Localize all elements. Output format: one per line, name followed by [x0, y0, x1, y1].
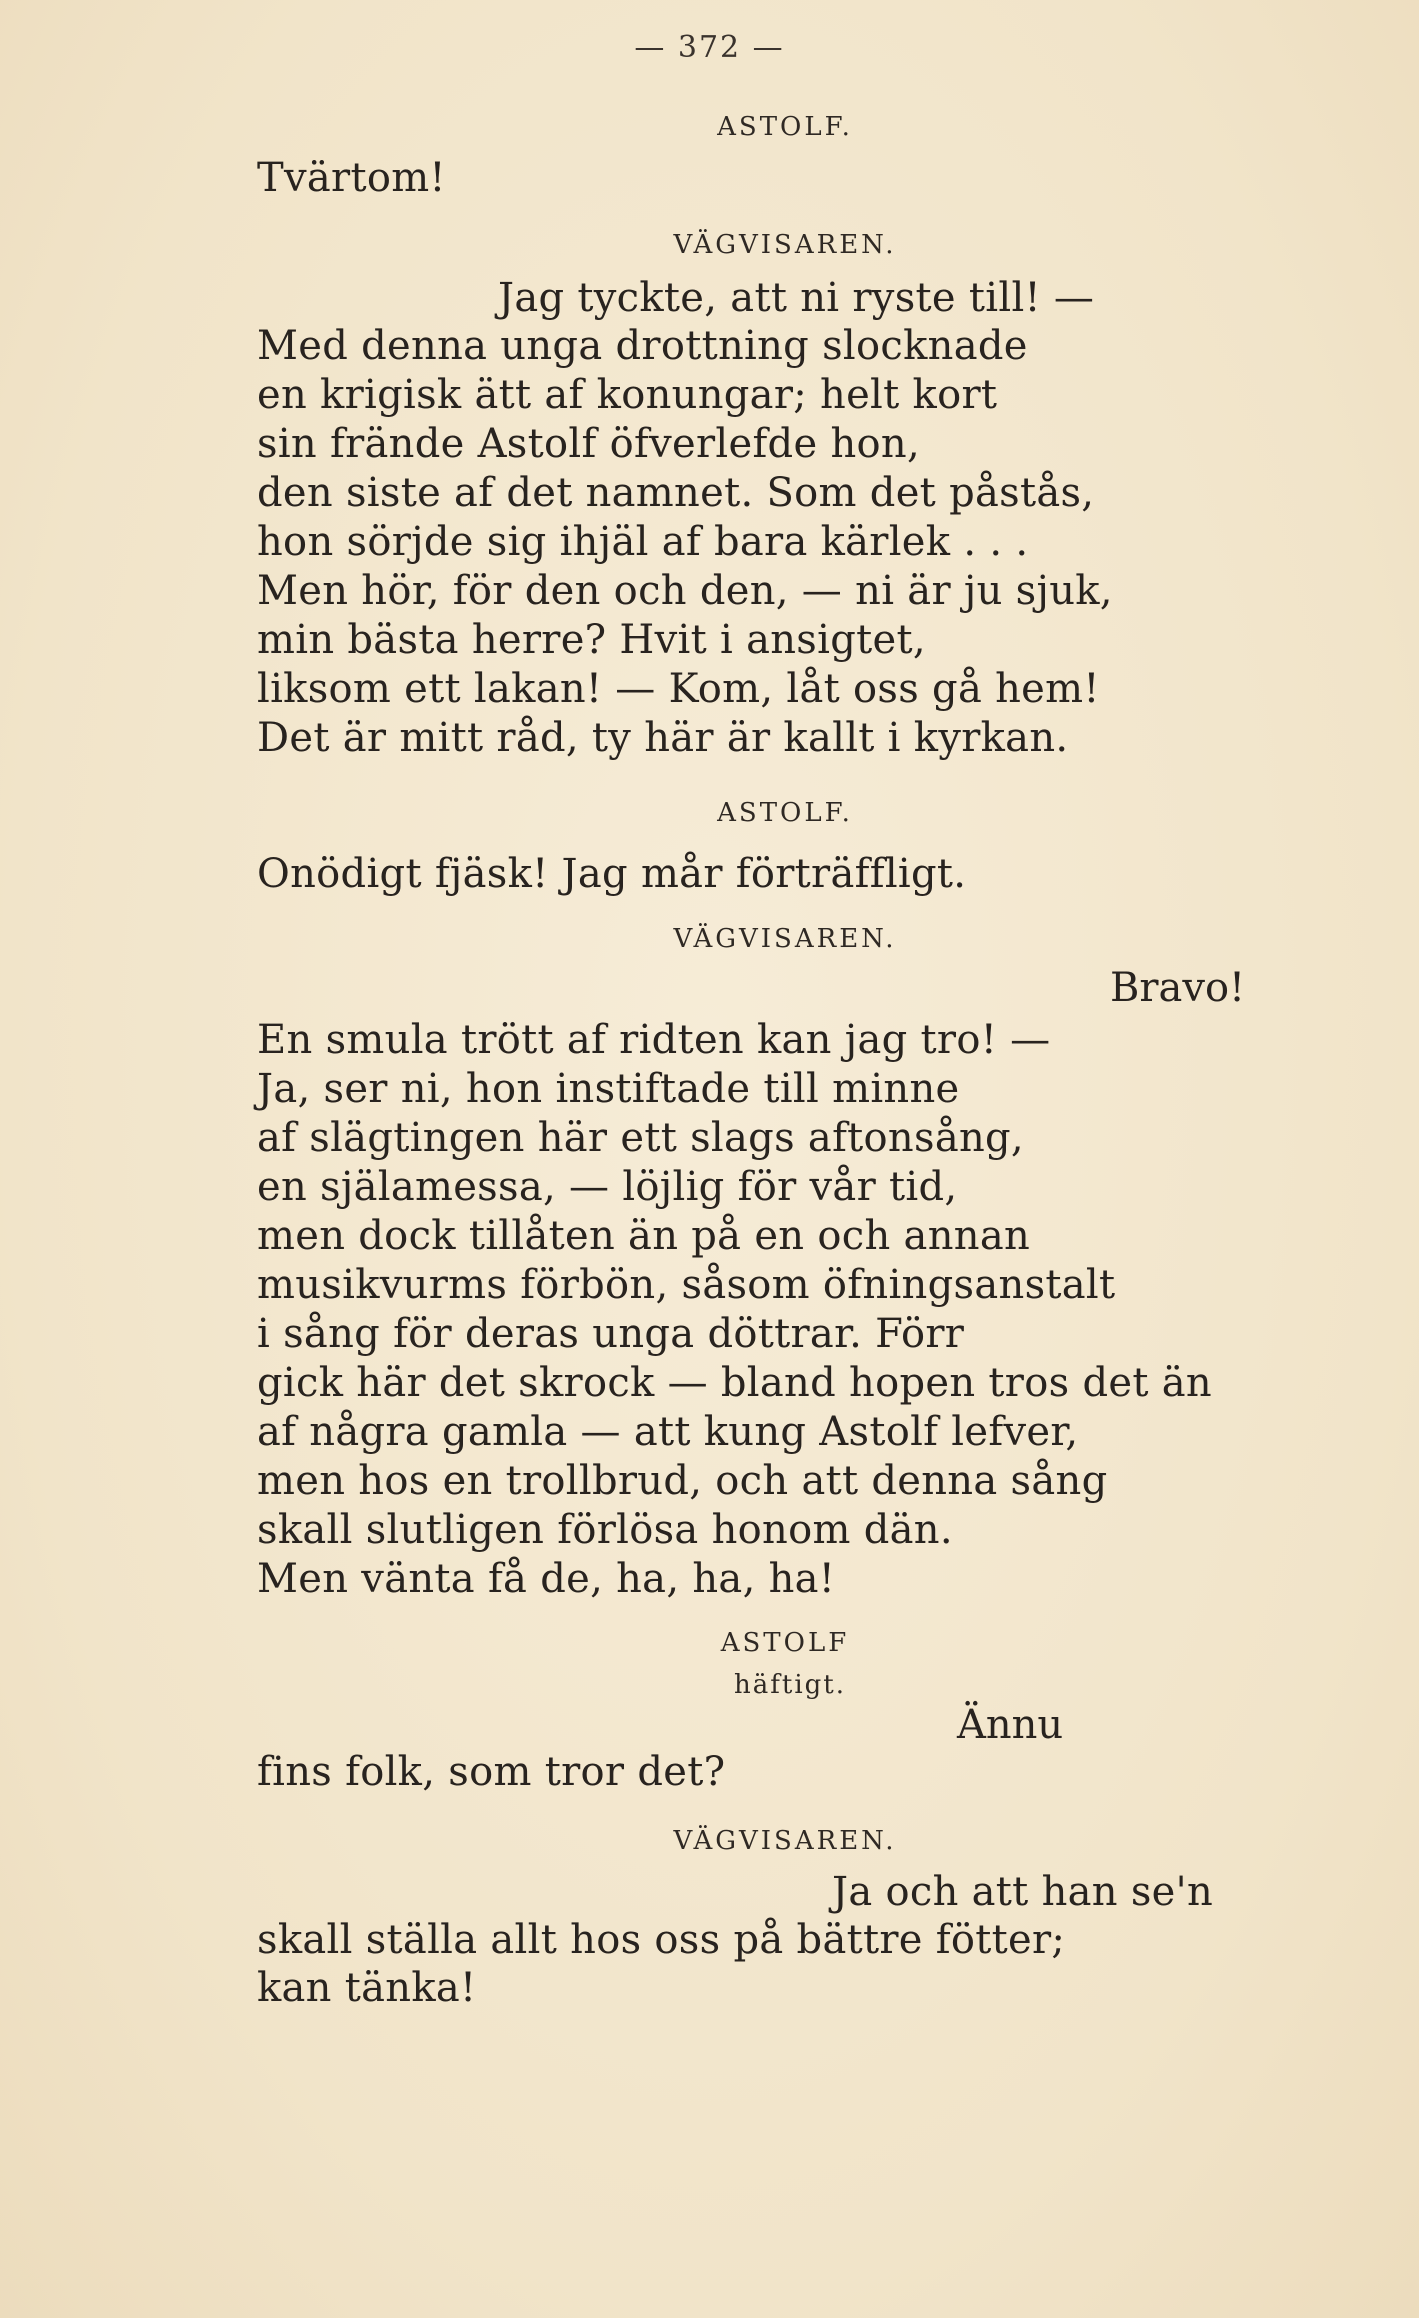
dialogue-line: men dock tillåten än på en och annan: [257, 1213, 1031, 1259]
speaker-name: ASTOLF.: [717, 798, 853, 828]
dialogue-line: Men vänta få de, ha, ha, ha!: [257, 1556, 836, 1602]
dialogue-line: Det är mitt råd, ty här är kallt i kyrkan.: [257, 715, 1069, 761]
dialogue-line: Tvärtom!: [257, 155, 446, 201]
dialogue-line: Ännu: [957, 1702, 1064, 1748]
dialogue-line: af slägtingen här ett slags aftonsång,: [257, 1115, 1024, 1161]
dialogue-line: af några gamla — att kung Astolf lefver,: [257, 1409, 1079, 1455]
speaker-name: VÄGVISAREN.: [673, 230, 897, 260]
dialogue-line: den siste af det namnet. Som det påstås,: [257, 470, 1095, 516]
dialogue-line: Med denna unga drottning slocknade: [257, 323, 1028, 369]
dialogue-line: fins folk, som tror det?: [257, 1749, 726, 1795]
speaker-name: ASTOLF: [720, 1628, 850, 1658]
dialogue-line: musikvurms förbön, såsom öfningsanstalt: [257, 1262, 1116, 1308]
dialogue-line: gick här det skrock — bland hopen tros det än: [257, 1360, 1212, 1406]
speaker-name: ASTOLF.: [717, 112, 853, 142]
dialogue-line: Ja och att han se'n: [832, 1869, 1214, 1915]
stage-direction: häftigt.: [734, 1670, 846, 1700]
dialogue-line: liksom ett lakan! — Kom, låt oss gå hem!: [257, 666, 1100, 712]
page-number: — 372 —: [634, 30, 785, 65]
dialogue-line: men hos en trollbrud, och att denna sång: [257, 1458, 1108, 1504]
speaker-name: VÄGVISAREN.: [673, 924, 897, 954]
dialogue-line: Men hör, för den och den, — ni är ju sjuk,: [257, 568, 1113, 614]
speaker-name: VÄGVISAREN.: [673, 1826, 897, 1856]
dialogue-line: kan tänka!: [257, 1965, 477, 2011]
dialogue-line: Ja, ser ni, hon instiftade till minne: [257, 1066, 960, 1112]
dialogue-line: Onödigt fjäsk! Jag mår förträffligt.: [257, 851, 967, 897]
dialogue-line: hon sörjde sig ihjäl af bara kärlek . . .: [257, 519, 1029, 565]
dialogue-line: skall ställa allt hos oss på bättre fötter;: [257, 1917, 1066, 1963]
dialogue-line: Bravo!: [1110, 965, 1246, 1011]
dialogue-line: i sång för deras unga döttrar. Förr: [257, 1311, 965, 1357]
dialogue-line: En smula trött af ridten kan jag tro! —: [257, 1017, 1051, 1063]
dialogue-line: sin frände Astolf öfverlefde hon,: [257, 421, 920, 467]
dialogue-line: en krigisk ätt af konungar; helt kort: [257, 372, 998, 418]
dialogue-line: min bästa herre? Hvit i ansigtet,: [257, 617, 926, 663]
dialogue-line: skall slutligen förlösa honom dän.: [257, 1507, 953, 1553]
dialogue-line: Jag tyckte, att ni ryste till! —: [498, 275, 1095, 321]
dialogue-line: en själamessa, — löjlig för vår tid,: [257, 1164, 958, 1210]
